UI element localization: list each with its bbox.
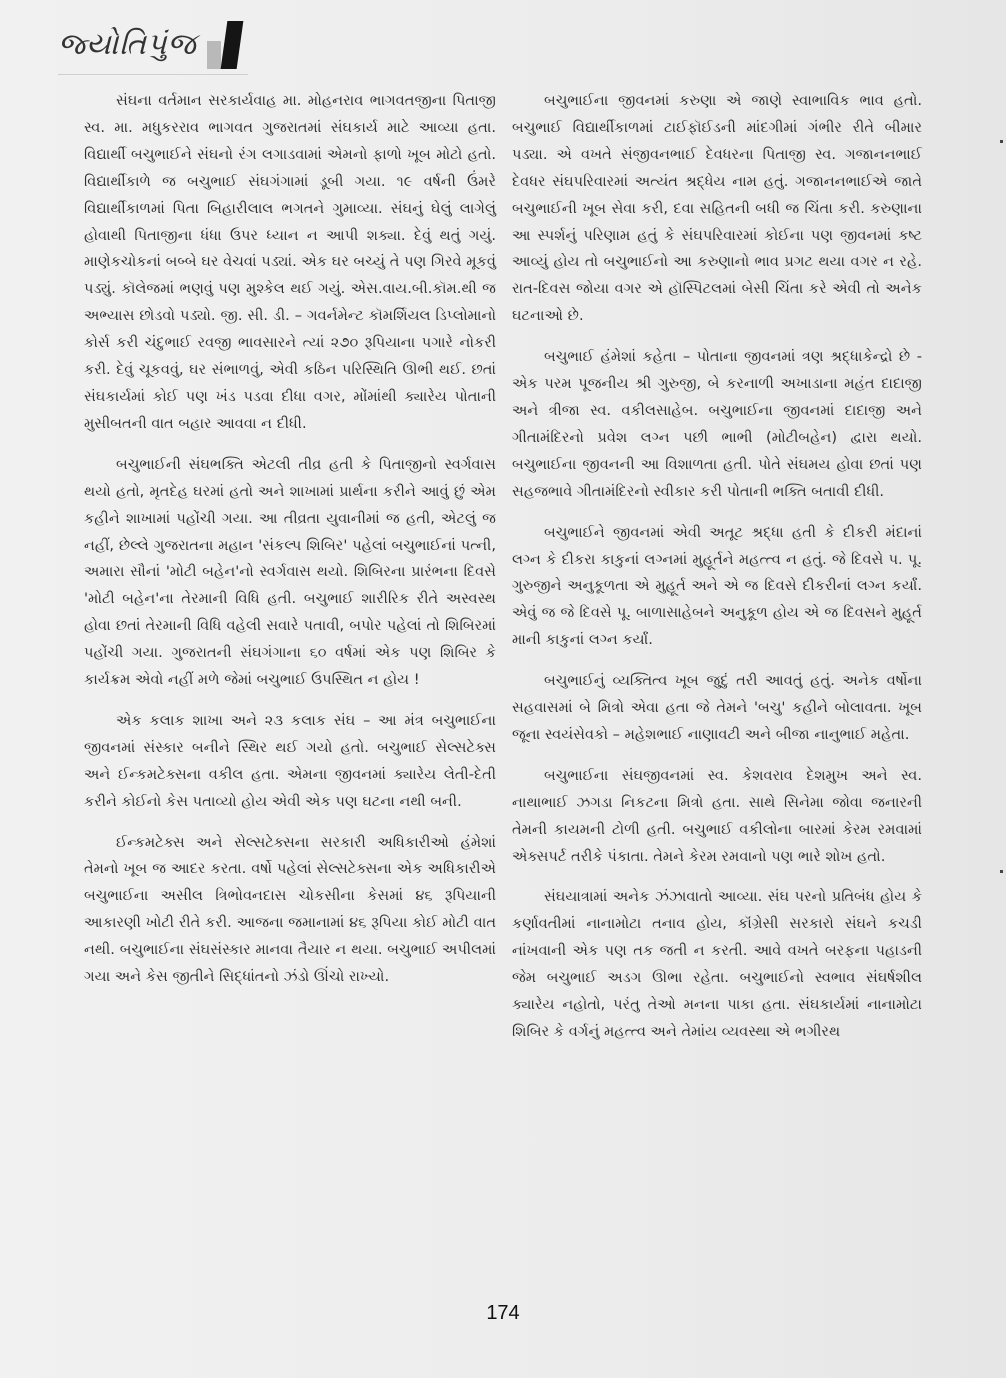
left-text-column [84, 88, 496, 1005]
scan-edge-mark [1000, 870, 1003, 873]
paragraph: બચુભાઈ હંમેશાં કહેતા – પોતાના જીવનમાં ત્રણ શ્રદ્ધાકેન્દ્રો છે - એક પરમ પૂજનીય શ્રી ગુરુજી, બે કરનાળી અખાડાના મહંત દાદાજી અને ત્રીજા સ્વ. વકીલસાહેબ. બચુભાઈના જીવનમાં દાદાજી અને ગીતામંદિરનો પ્રવેશ લગ્ન પછી ભાભી (મોટીબહેન) દ્વારા થયો. બચુભાઈના જીવનની આ વિશાળતા હતી. પોતે સંઘમય હોવા છતાં પણ સહજભાવે ગીતામંદિરનો સ્વીકાર કરી પોતાની ભક્તિ બતાવી દીધી. [512, 348, 922, 500]
header-bar-light [207, 41, 221, 69]
paragraph: બચુભાઈને જીવનમાં એવી અતૂટ શ્રદ્ધા હતી કે દીકરી મંદાનાં લગ્ન કે દીકરા કાકુનાં લગ્નમાં મુહૂર્તને મહત્ત્વ ન હતું. જે દિવસે પ. પૂ. ગુરુજીને અનુકૂળતા એ મુહૂર્ત અને એ જ દિવસે દીકરીનાં લગ્ન કર્યાં. એવું જ જે દિવસે પૂ. બાળાસાહેબને અનુકૂળ હોય એ જ દિવસને મુહૂર્ત માની કાકુનાં લગ્ન કર્યાં. [512, 523, 922, 649]
header-bar-icon [207, 19, 240, 69]
section-title: જ્યોતિપુંજ [58, 26, 197, 62]
paragraph: બચુભાઈના જીવનમાં કરુણા એ જાણે સ્વાભાવિક ભાવ હતો. બચુભાઈ વિદ્યાર્થીકાળમાં ટાઈફૉઈડની માંદગીમાં ગંભીર રીતે બીમાર પડ્યા. એ વખતે સંજીવનભાઈ દેવધરના પિતાજી સ્વ. ગજાનનભાઈ દેવધર સંઘપરિવારમાં અત્યંત શ્રદ્ધેય નામ હતું. ગજાનનભાઈએ જાતે બચુભાઈની ખૂબ સેવા કરી, દવા સહિતની બધી જ ચિંતા કરી. કરુણાના આ સ્પર્શનું પરિણામ હતું કે સંઘપરિવારમાં કોઈના પણ જીવનમાં કષ્ટ આવ્યું હોય તો બચુભાઈનો આ કરુણાનો ભાવ પ્રગટ થયા વગર ન રહે. રાત-દિવસ જોયા વગર એ હૉસ્પિટલમાં બેસી ચિંતા કરે એવી તો અનેક ઘટનાઓ છે. [512, 92, 922, 325]
paragraph: બચુભાઈનું વ્યક્તિત્વ ખૂબ જુદું તરી આવતું હતું. અનેક વર્ષોના સહવાસમાં બે મિત્રો એવા હતા જે તેમને 'બચુ' કહીને બોલાવતા. ખૂબ જૂના સ્વયંસેવકો – મહેશભાઈ નાણાવટી અને બીજા નાનુભાઈ મહેતા. [512, 672, 922, 743]
paragraph: એક કલાક શાખા અને ૨૩ કલાક સંઘ – આ મંત્ર બચુભાઈના જીવનમાં સંસ્કાર બનીને સ્થિર થઈ ગયો હતો. બચુભાઈ સેલ્સટેક્સ અને ઈન્કમટેક્સના વકીલ હતા. એમના જીવનમાં ક્યારેય લેતી-દેતી કરીને કોઈનો કેસ પતાવ્યો હોય એવી એક પણ ઘટના નથી બની. [84, 711, 496, 810]
header-bar-dark [220, 21, 243, 69]
right-text-column [512, 88, 922, 1060]
scan-edge-mark [1000, 140, 1003, 143]
paragraph: સંઘયાત્રામાં અનેક ઝંઝાવાતો આવ્યા. સંઘ પરનો પ્રતિબંધ હોય કે કર્ણાવતીમાં નાનામોટા તનાવ હોય, કૉંગ્રેસી સરકારો સંઘને કચડી નાંખવાની એક પણ તક જતી ન કરતી. આવે વખતે બરફના પહાડની જેમ બચુભાઈ અડગ ઊભા રહેતા. બચુભાઈનો સ્વભાવ સંઘર્ષશીલ ક્યારેય નહોતો, પરંતુ તેઓ મનના પાકા હતા. સંઘકાર્યમાં નાનામોટા શિબિર કે વર્ગનું મહત્ત્વ અને તેમાંય વ્યવસ્થા એ ભગીરથ [512, 888, 922, 1040]
paragraph: ઈન્કમટેક્સ અને સેલ્સટેક્સના સરકારી અધિકારીઓ હંમેશાં તેમનો ખૂબ જ આદર કરતા. વર્ષો પહેલાં સેલ્સટેક્સના એક અધિકારીએ બચુભાઈના અસીલ ત્રિભોવનદાસ ચોકસીના કેસમાં ૪૬ રૂપિયાની આકારણી ખોટી રીતે કરી. આજના જમાનામાં ૪૬ રૂપિયા કોઈ મોટી વાત નથી. બચુભાઈના સંઘસંસ્કાર માનવા તૈયાર ન થયા. બચુભાઈ અપીલમાં ગયા અને કેસ જીતીને સિદ્ધાંતનો ઝંડો ઊંચો રાખ્યો. [84, 833, 496, 986]
page-header [58, 14, 240, 74]
paragraph: બચુભાઈના સંઘજીવનમાં સ્વ. કેશવરાવ દેશમુખ અને સ્વ. નાથાભાઈ ઝગડા નિકટના મિત્રો હતા. સાથે સિનેમા જોવા જનારની તેમની કાયમની ટોળી હતી. બચુભાઈ વકીલોના બારમાં કેરમ રમવામાં એક્સપર્ટ તરીકે પંકાતા. તેમને કેરમ રમવાનો પણ ભારે શોખ હતો. [512, 766, 922, 865]
paragraph: સંઘના વર્તમાન સરકાર્યવાહ મા. મોહનરાવ ભાગવતજીના પિતાજી સ્વ. મા. મધુકરરાવ ભાગવત ગુજરાતમાં સંઘકાર્ય માટે આવ્યા હતા. વિદ્યાર્થી બચુભાઈને સંઘનો રંગ લગાડવામાં એમનો ફાળો ખૂબ મોટો હતો. વિદ્યાર્થીકાળે જ બચુભાઈ સંઘગંગામાં ડૂબી ગયા. ૧૯ વર્ષની ઉંમરે વિદ્યાર્થીકાળમાં પિતા બિહારીલાલ ભગતને ગુમાવ્યા. સંઘનું ઘેલું લાગેલું હોવાથી પિતાજીના ધંધા ઉપર ધ્યાન ન આપી શક્યા. દેવું થતું ગયું. માણેકચોકનાં બબ્બે ઘર વેચવાં પડ્યાં. એક ઘર બચ્યું તે પણ ગિરવે મૂકવું પડ્યું. કૉલેજમાં ભણવું પણ મુશ્કેલ થઈ ગયું. એસ.વાય.બી.કૉમ.થી જ અભ્યાસ છોડવો પડ્યો. જી. સી. ડી. – ગવર્નમેન્ટ કૉમર્શિયલ ડિપ્લોમાનો કોર્સ કરી ચંદુભાઈ રવજી ભાવસારને ત્યાં ૨૭૦ રૂપિયાના પગારે નોકરી કરી. દેવું ચૂકવવું, ઘર સંભાળવું, એવી કઠિન પરિસ્થિતિ ઊભી થઈ. છતાં સંઘકાર્યમાં કોઈ પણ ખંડ પડવા દીધા વગર, મોંમાંથી ક્યારેય પોતાની મુસીબતની વાત બહાર આવવા ન દીધી. [84, 92, 496, 432]
paragraph: બચુભાઈની સંઘભક્તિ એટલી તીવ્ર હતી કે પિતાજીનો સ્વર્ગવાસ થયો હતો, મૃતદેહ ઘરમાં હતો અને શાખામાં પ્રાર્થના કરીને આવું છું એમ કહીને શાખામાં પહોંચી ગયા. આ તીવ્રતા યુવાનીમાં જ હતી, એટલું જ નહીં, છેલ્લે ગુજરાતના મહાન 'સંકલ્પ શિબિર' પહેલાં બચુભાઈનાં પત્ની, અમારા સૌનાં 'મોટી બહેન'નો સ્વર્ગવાસ થયો. શિબિરના પ્રારંભના દિવસે 'મોટી બહેન'ના તેરમાની વિધિ હતી. બચુભાઈ શારીરિક રીતે અસ્વસ્થ હોવા છતાં તેરમાની વિધિ વહેલી સવારે પતાવી, બપોર પહેલાં તો શિબિરમાં પહોંચી ગયા. ગુજરાતની સંઘગંગાના ૬૦ વર્ષમાં એક પણ શિબિર કે કાર્યક્રમ એવો નહીં મળે જેમાં બચુભાઈ ઉપસ્થિત ન હોય ! [84, 455, 496, 689]
page-number: 174 [486, 1302, 520, 1324]
header-divider [58, 74, 248, 75]
